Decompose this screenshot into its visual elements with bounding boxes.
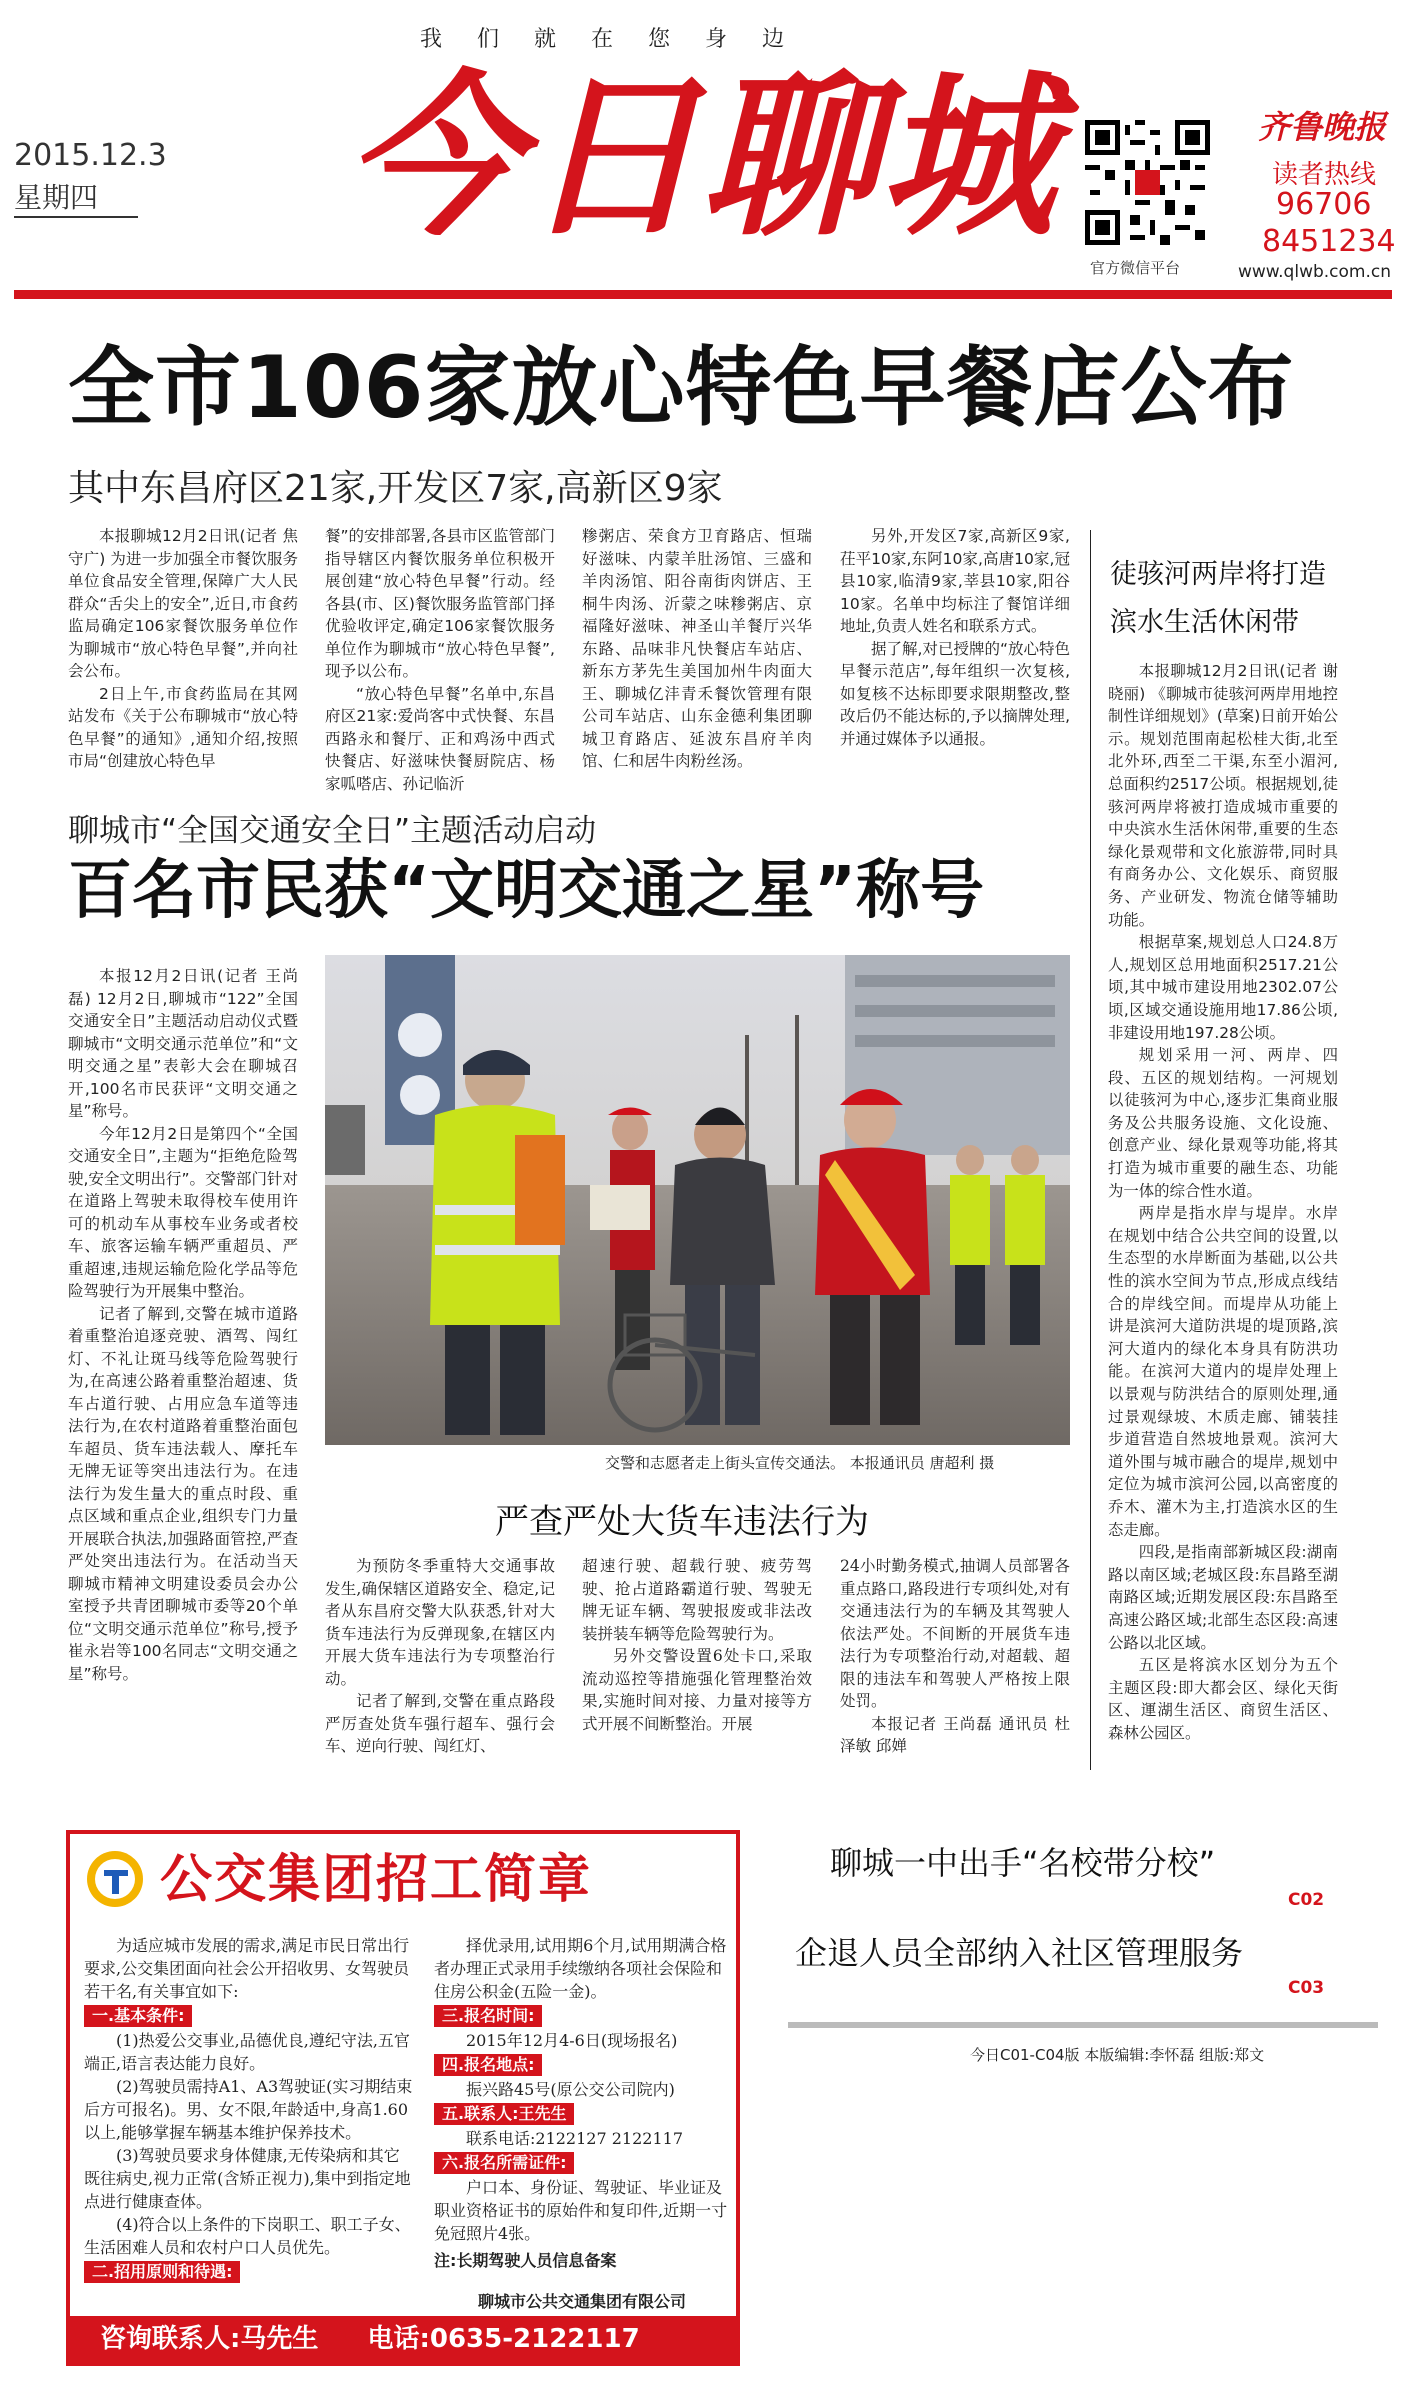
teaser-2-title[interactable]: 企退人员全部纳入社区管理服务 <box>795 1934 1244 1972</box>
side-story-body: 本报聊城12月2日讯(记者 谢晓丽) 《聊城市徒骇河两岸用地控制性详细规划》(草案)日前开始公示。规划范围南起松桂大街,北至北外环,西至二干渠,东至小湄河,总面积约2517公顷。根据规划,徒骇河两岸将被打造成城市重要的中央滨水生活休闲带,重要的生态绿化景观带和文化旅游带,同时具有商务办公、文化娱乐、商贸服务、产业研发、物流仓储等辅助功能。 根据草案,规划总人口24.8万人,规划区总用地面积2517.21公顷,其中城市建设用地2302.07公顷,区域交通设施用地17.86公顷,非建设用地197.28公顷。 规划采用一河、两岸、四段、五区的规划结构。一河规划以徒骇河为中心,逐步汇集商业服务及公共服务设施、文化设施、创意产业、绿化景观等功能,将其打造为城市重要的融生态、功能为一体的综合性水道。 两岸是指水岸与堤岸。水岸在规划中结合公共空间的设置,以生态型的水岸断面为基础,以公共性的滨水空间为节点,形成点线结合的岸线空间。而堤岸从功能上讲是滨河大道防洪堤的堤顶路,滨河大道内的绿化本身具有防洪功能。在滨河大道内的堤岸处理上以景观与防洪结合的原则处理,通过景观绿坡、木质走廊、铺装挂步道营造自然坡地景观。滨河大道外围与城市融合的堤岸,规划中定位为城市滨河公园,以高密度的乔木、灌木为主,打造滨水区的生态走廊。 四段,是指南部新城区段:湖南路以南区域;老城区段:东昌路至湖南路区域;近期发展区段:东昌路至高速公路区域;北部生态区段:高速公路以北区域。 五区是将滨水区划分为五个主题区段:即大都会区、绿化天街区、運湖生活区、商贸生活区、森林公园区。 <box>1108 662 1338 1742</box>
ad-company-name: 聊城市公共交通集团有限公司 <box>477 2292 686 2311</box>
story1-column-3: 糁粥店、荣食方卫育路店、恒瑞好滋味、内蒙羊肚汤馆、三盛和羊肉汤馆、阳谷南街肉饼店、王桐牛肉汤、沂蒙之味糁粥店、京福隆好滋味、神圣山羊餐厅兴华东路、品味非凡快餐店车站店、新东方茅先生美国加州牛肉面大王、聊城亿沣青禾餐饮管理有限公司车站店、山东金德利集团聊城卫育路店、延波东昌府羊肉馆、仁和居牛肉粉丝汤。 <box>582 527 812 770</box>
story3-column-1: 为预防冬季重特大交通事故发生,确保辖区道路安全、稳定,记者从东昌府交警大队获悉,针对大货车违法行为反弹现象,在辖区内开展大货车违法行为专项整治行动。 记者了解到,交警在重点路段严厉查处货车强行超车、强行会车、逆向行驶、闯红灯、 <box>325 1557 555 1755</box>
story3-headline: 严查严处大货车违法行为 <box>495 1502 869 1542</box>
masthead-slogan: 我 们 就 在 您 身 边 <box>420 27 798 52</box>
teaser-1-title[interactable]: 聊城一中出手“名校带分校” <box>830 1844 1216 1882</box>
masthead-title: 今日聊城 <box>345 53 1058 260</box>
side-headline-line1: 徒骇河两岸将打造 <box>1110 559 1326 590</box>
ad-note: 注:长期驾驶人员信息备案 <box>434 2251 617 2270</box>
ad-section-5: 五.联系人:王先生 <box>434 2103 574 2125</box>
teaser-1-page-code: C02 <box>1288 1890 1325 1910</box>
ad-title: 公交集团招工简章 <box>160 1850 593 1910</box>
ad-contact-bar <box>70 2316 736 2362</box>
hotline-label: 读者热线 <box>1272 160 1377 190</box>
story2-kicker: 聊城市“全国交通安全日”主题活动启动 <box>68 813 597 849</box>
issue-weekday: 星期四 <box>14 176 138 218</box>
bus-company-logo-icon <box>84 1848 146 1910</box>
footer-credits: 今日C01-C04版 本版编辑:李怀磊 组版:郑文 <box>970 2046 1265 2064</box>
newspaper-logo: 齐鲁晚报 <box>1258 108 1387 146</box>
ad-registration-place: 振兴路45号(原公交公司院内) <box>466 2080 675 2099</box>
qr-caption: 官方微信平台 <box>1090 259 1181 277</box>
side-headline-line2: 滨水生活休闲带 <box>1110 607 1299 638</box>
ad-item-3: (3)驾驶员要求身体健康,无传染病和其它既往病史,视力正常(含矫正视力),集中到指定地点进行健康查体。 <box>84 2146 411 2211</box>
footer-rule <box>788 2022 1378 2028</box>
ad-right-column <box>434 1934 730 2313</box>
story2-headline: 百名市民获“文明交通之星”称号 <box>68 854 985 928</box>
photo-caption: 交警和志愿者走上街头宣传交通法。 本报通讯员 唐超利 摄 <box>605 1454 995 1472</box>
story1-column-4: 另外,开发区7家,高新区9家,茌平10家,东阿10家,高唐10家,冠县10家,临清9家,莘县10家,阳谷10家。名单中均标注了餐馆详细地址,负责人姓名和联系方式。 据了解,对已授牌的“放心特色早餐示范店”,每年组织一次复核,如复核不达标即要求限期整改,整改后仍不能达标的,予以摘牌处理,并通过媒体予以通报。 <box>840 527 1070 748</box>
ad-item-4: (4)符合以上条件的下岗职工、职工子女、生活困难人员和农村户口人员优先。 <box>84 2215 411 2257</box>
ad-required-documents: 户口本、身份证、驾驶证、毕业证及职业资格证书的原始件和复印件,近期一寸免冠照片4张。 <box>434 2178 728 2243</box>
ad-intro: 为适应城市发展的需求,满足市民日常出行要求,公交集团面向社会公开招收男、女驾驶员若干名,有关事宜如下: <box>84 1936 410 2001</box>
ad-hiring-terms: 择优录用,试用期6个月,试用期满合格者办理正式录用手续缴纳各项社会保险和住房公积金(五险一金)。 <box>434 1936 727 2001</box>
ad-contact-phone: 联系电话:2122127 2122117 <box>466 2129 683 2148</box>
ad-registration-time: 2015年12月4-6日(现场报名) <box>466 2031 678 2050</box>
story1-column-1: 本报聊城12月2日讯(记者 焦守广) 为进一步加强全市餐饮服务单位食品安全管理,保障广大人民群众“舌尖上的安全”,近日,市食药监局确定106家餐饮服务单位作为聊城市“放心特色早餐”,并向社会公布。 2日上午,市食药监局在其网站发布《关于公布聊城市“放心特色早餐”的通知》,通知介绍,按照市局“创建放心特色早 <box>68 527 298 770</box>
ad-section-6: 六.报名所需证件: <box>434 2152 574 2174</box>
teaser-2-page-code: C03 <box>1288 1978 1325 1998</box>
story1-headline: 全市106家放心特色早餐店公布 <box>68 338 1295 438</box>
story1-subhead: 其中东昌府区21家,开发区7家,高新区9家 <box>68 468 723 509</box>
masthead-rule <box>14 290 1392 299</box>
ad-section-2: 二.招用原则和待遇: <box>84 2261 240 2283</box>
column-divider-vertical <box>1090 530 1091 1770</box>
story2-body: 本报12月2日讯(记者 王尚磊) 12月2日,聊城市“122”全国交通安全日”主题活动启动仪式暨聊城市“文明交通示范单位”和“文明交通之星”表彰大会在聊城召开,100名市民获评“文明交通之星”称号。 今年12月2日是第四个“全国交通安全日”,主题为“拒绝危险驾驶,安全文明出行”。交警部门针对在道路上驾驶未取得校车使用许可的机动车从事校车业务或者校车、旅客运输车辆严重超员、严重超速,违规运输危险化学品等危险驾驶行为开展集中整治。 记者了解到,交警在城市道路着重整治追逐竞驶、酒驾、闯红灯、不礼让斑马线等危险驾驶行为,在高速公路着重整治超速、货车占道行驶、占用应急车道等违法行为,在农村道路着重整治面包车超员、货车违法载人、摩托车无牌无证等突出违法行为。在违法行为发生量大的重点时段、重点区域和重点企业,组织专门力量开展联合执法,加强路面管控,严查严处突出违法行为。在活动当天聊城市精神文明建设委员会办公室授予共青团聊城市委等20个单位“文明交通示范单位”称号,授予崔永岩等100名同志“文明交通之星”称号。 <box>68 967 298 1683</box>
hotline-number-2: 8451234 <box>1262 224 1396 259</box>
ad-section-3: 三.报名时间: <box>434 2005 542 2027</box>
ad-contact-person: 咨询联系人:马先生 <box>100 2324 319 2354</box>
story3-column-3: 24小时勤务模式,抽调人员部署各重点路口,路段进行专项纠处,对有交通违法行为的车辆及其驾驶人依法严处。不间断的开展货车违法行为专项整治行动,对超载、超限的违法车和驾驶人严格按上限处罚。 本报记者 王尚磊 通讯员 杜泽敏 邱婵 <box>840 1557 1070 1755</box>
story3-column-2: 超速行驶、超载行驶、疲劳驾驶、抢占道路霸道行驶、驾驶无牌无证车辆、驾驶报废或非法改装拼装车辆等危险驾驶行为。 另外交警设置6处卡口,采取流动巡控等措施强化管理整治效果,实施时间对接、力量对接等方式开展不间断整治。开展 <box>582 1557 812 1733</box>
issue-date: 2015.12.3 <box>14 138 167 173</box>
ad-item-1: (1)热爱公交事业,品德优良,遵纪守法,五官端正,语言表达能力良好。 <box>84 2031 410 2073</box>
hotline-number-1: 96706 <box>1276 187 1372 222</box>
recruitment-ad <box>66 1830 740 2366</box>
ad-item-2: (2)驾驶员需持A1、A3驾驶证(实习期结束后方可报名)。男、女不限,年龄适中,身高1.60以上,能够掌握车辆基本维护保养技术。 <box>84 2077 413 2142</box>
ad-section-1: 一.基本条件: <box>84 2005 192 2027</box>
traffic-safety-photo <box>325 955 1070 1445</box>
ad-contact-number: 电话:0635-2122117 <box>367 2324 640 2354</box>
qr-code <box>1085 120 1210 245</box>
ad-left-column <box>84 1934 414 2285</box>
ad-section-4: 四.报名地点: <box>434 2054 542 2076</box>
website-link[interactable]: www.qlwb.com.cn <box>1238 262 1391 282</box>
story1-column-2: 餐”的安排部署,各县市区监管部门指导辖区内餐饮服务单位积极开展创建“放心特色早餐”行动。经各县(市、区)餐饮服务监管部门择优验收评定,确定106家餐饮服务单位作为聊城市“放心特色早餐”,现予以公布。 “放心特色早餐”名单中,东昌府区21家:爱尚客中式快餐、东昌西路永和餐厅、正和鸡汤中西式快餐店、好滋味快餐厨院店、杨家呱嗒店、孙记临沂 <box>325 527 555 793</box>
